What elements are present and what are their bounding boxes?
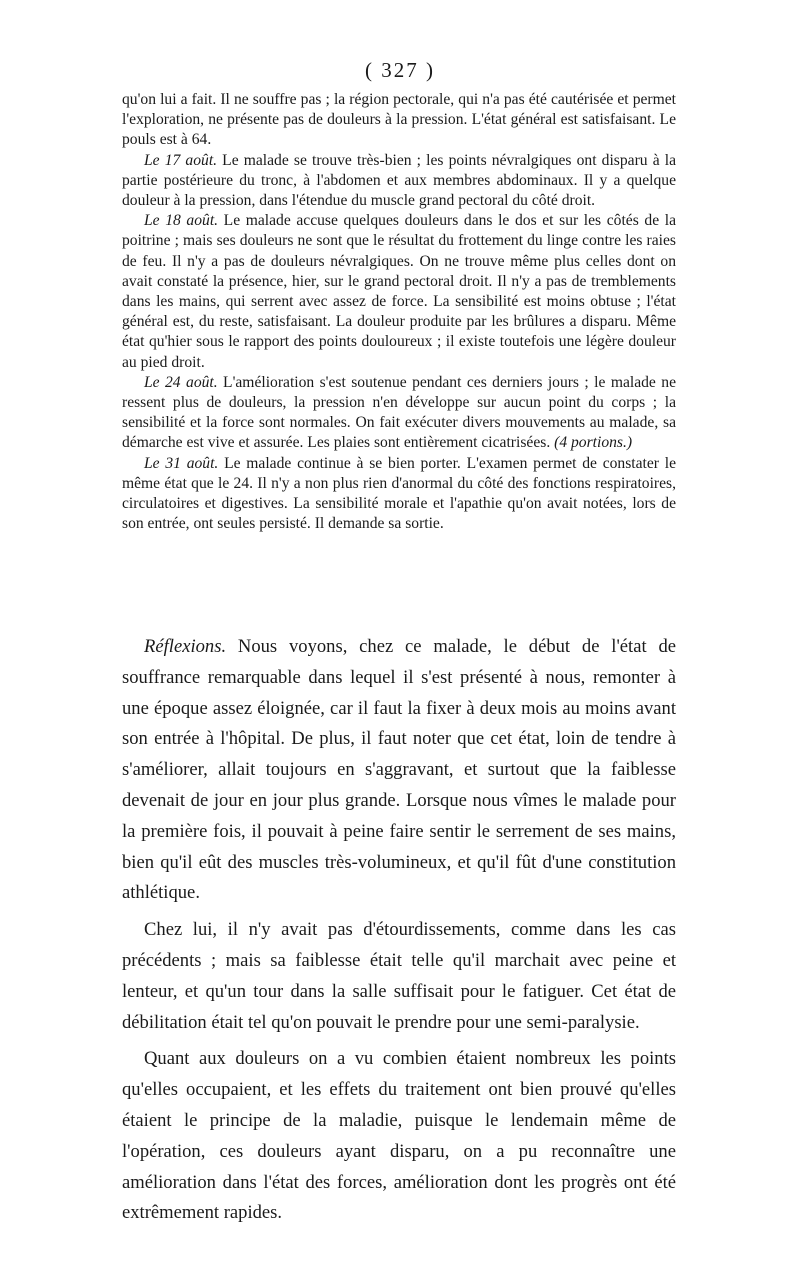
entry-text: L'amélioration s'est soutenue pendant ces derniers jours ; le malade ne ressent plus de douleurs, la pression n'en développe sur aucun point du corps ; la sensibilité et la force sont normales. On fait exécuter divers mouvements au malade, sa démarche est vive et assurée. Les plaies sont entièrement cicatrisées. — [122, 373, 676, 452]
reflexions-paragraph — [122, 632, 676, 909]
page-number: ( 327 ) — [365, 58, 435, 82]
journal-entry — [122, 151, 676, 212]
journal-entry — [122, 211, 676, 373]
reflexions-heading: Réflexions. — [144, 636, 227, 657]
entry-date: Le 18 août. — [144, 212, 219, 230]
entry-portions: (4 portions.) — [554, 434, 633, 452]
journal-section — [122, 90, 676, 534]
journal-entry — [122, 373, 676, 454]
reflexions-section — [122, 632, 676, 1235]
entry-date: Le 24 août. — [144, 373, 218, 391]
entry-text: Le malade continue à se bien porter. L'examen permet de constater le même état que le 24. Il n'y a non plus rien d'anormal du côté des fonctions respiratoires, circulatoires et digestives. La sensibilité morale et l'apathie qu'on avait notées, lors de son entrée, ont seules persisté. Il demande sa sortie. — [122, 454, 676, 533]
reflexions-text: Nous voyons, chez ce malade, le début de l'état de souffrance remarquable dans lequel il s'est présenté à nous, remonter à une époque assez éloignée, car il faut la fixer à deux mois au moins avant son entrée à l'hôpital. De plus, il faut noter que cet état, loin de tendre à s'améliorer, allait toujours en s'aggravant, et surtout que la faiblesse devenait de jour en jour plus grande. Lorsque nous vîmes le malade pour la première fois, il pouvait à peine faire sentir le serrement de ses mains, bien qu'il eût des muscles très-volumineux, et qu'il fût d'une constitution athlétique. — [122, 636, 676, 904]
entry-date: Le 17 août. — [144, 151, 218, 169]
reflexions-paragraph: Chez lui, il n'y avait pas d'étourdissements, comme dans les cas précédents ; mais sa faiblesse était telle qu'il marchait avec peine et lenteur, et qu'un tour dans la salle suffisait pour le fatiguer. Cet état de débilitation était tel qu'on pouvait le prendre pour une semi-paralysie. — [122, 919, 676, 1033]
reflexions-paragraph: Quant aux douleurs on a vu combien étaient nombreux les points qu'elles occupaient, et les effets du traitement ont bien prouvé qu'elles étaient le principe de la maladie, puisque le lendemain même de l'opération, ces douleurs ayant disparu, on a pu reconnaître une amélioration dans l'état des forces, amélioration dont les progrès ont été extrêmement rapides. — [122, 1048, 676, 1224]
entry-date: Le 31 août. — [144, 454, 219, 472]
entry-text: Le malade se trouve très-bien ; les points névralgiques ont disparu à la partie postérieure du tronc, à l'abdomen et aux membres abdominaux. Il y a quelque douleur à la pression, dans l'étendue du muscle grand pectoral du côté droit. — [122, 151, 676, 210]
entry-text: Le malade accuse quelques douleurs dans le dos et sur les côtés de la poitrine ; mais ses douleurs ne sont que le résultat du frottement du linge contre les raies de feu. Il n'y a pas de douleurs névralgiques. On ne trouve même plus celles dont on avait constaté la présence, hier, sur le grand pectoral droit. Il n'y a pas de tremblements dans les mains, qui serrent avec assez de force. La sensibilité est moins obtuse ; l'état général est, du reste, satisfaisant. La douleur produite par les brûlures a disparu. Même état qu'hier sous le rapport des points douloureux ; il existe toutefois une légère douleur au pied droit. — [122, 212, 676, 371]
journal-entry — [122, 454, 676, 535]
journal-opening-paragraph: qu'on lui a fait. Il ne souffre pas ; la région pectorale, qui n'a pas été cautérisée et permet l'exploration, ne présente pas de douleurs à la pression. L'état général est satisfaisant. Le pouls est à 64. — [122, 91, 676, 149]
